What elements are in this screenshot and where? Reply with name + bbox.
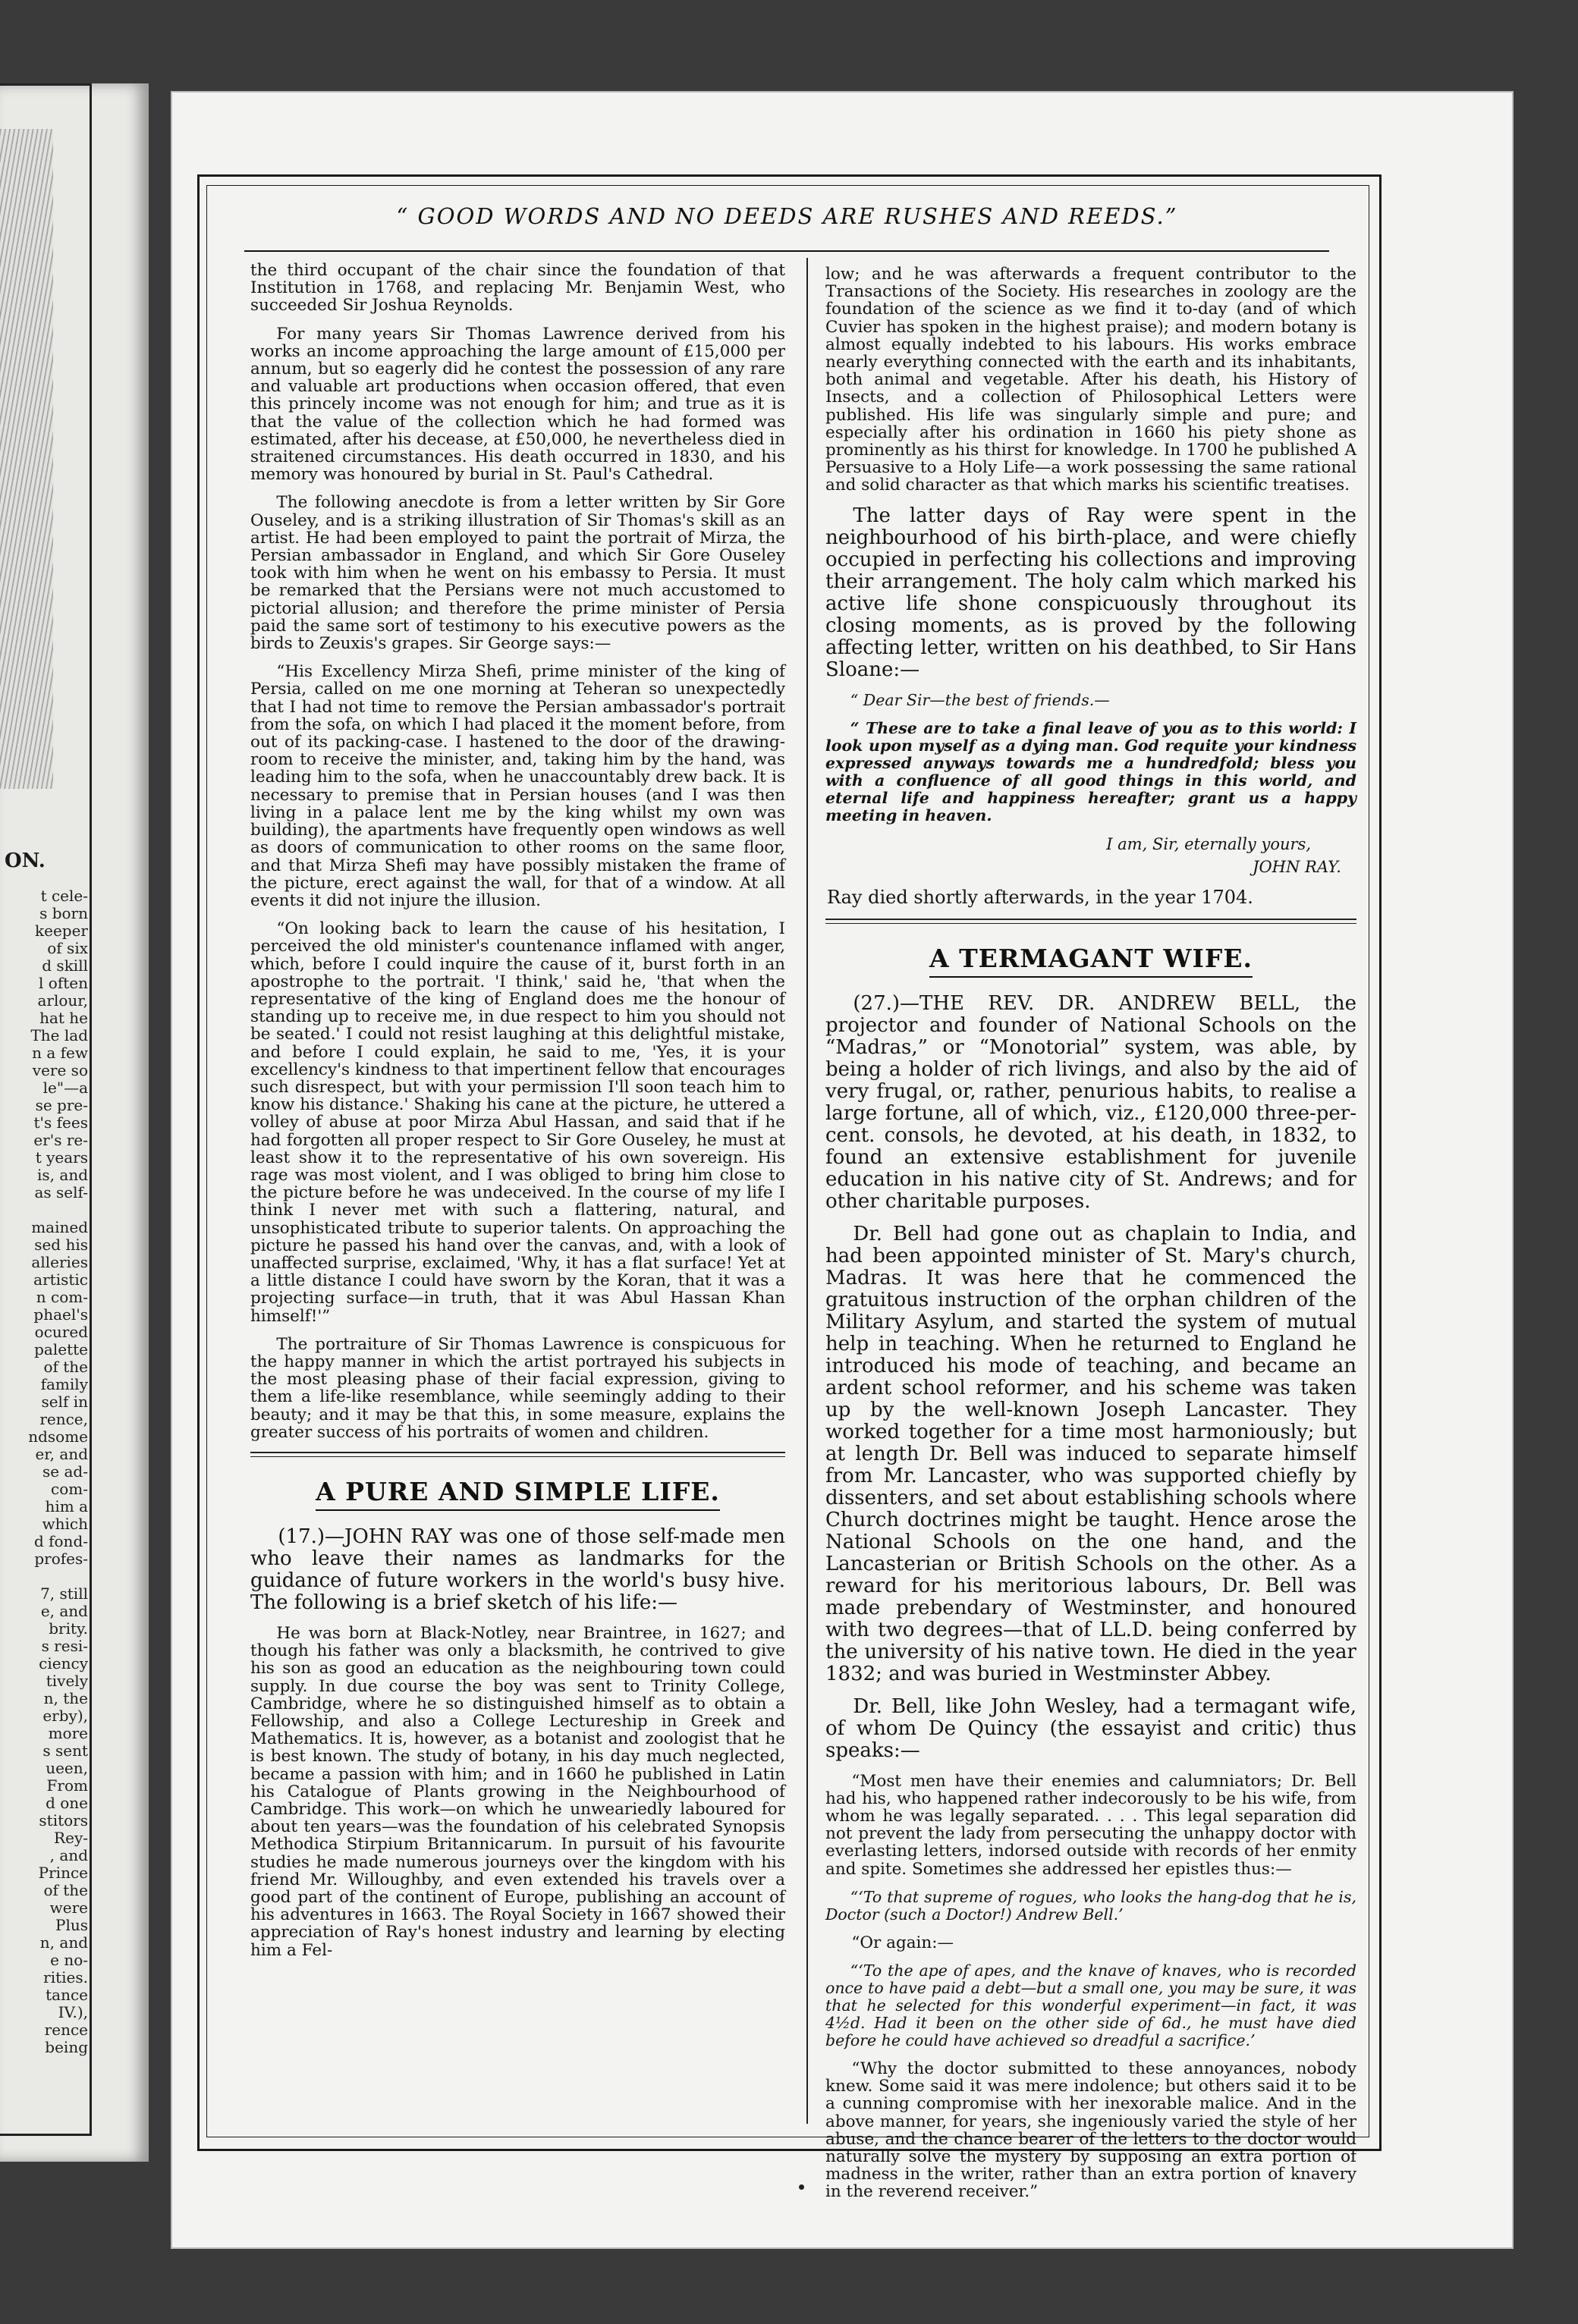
adjacent-page-heading: ON. <box>5 850 46 872</box>
letter-address-1: “‘To that supreme of rogues, who looks the hang-dog that he is, Doctor (such a Doctor!) Andrew Bell.’ <box>825 1887 1356 1924</box>
column-divider <box>806 258 808 2124</box>
ray-biography: He was born at Black-Notley, near Braintree, in 1627; and though his father was only a blacksmith, he contrived to give his son as good an education as the neighbouring town could supply. In due course the boy was sent to Trinity College, Cambridge, where he so distinguished himself as to obtain a Fellowship, and also a College Lectureship in Greek and Mathematics. It is, however, as a botanist and zoologist that he is best known. The study of botany, in his day much neglected, became a passion with him; and in 1660 he published in Latin his Catalogue of Plants growing in the Neighbourhood of Cambridge. This work—on which he unweariedly laboured for about ten years—was the foundation of his celebrated Synopsis Methodica Stirpium Britannicarum. In pursuit of his favourite studies he made numerous journeys over the kingdom with his friend Mr. Willoughby, and even extended his travels over a good part of the continent of Europe, publishing an account of his adventures in 1663. The Royal Society in 1667 showed their appreciation of Ray's honest industry and learning by electing him a Fel- <box>250 1624 785 1960</box>
letter-body: “ These are to take a final leave of you as to this world: I look upon myself as a dying man. God requite your kindness expressed anyways towards me a hundredfold; bless you with a confluence of all good things in this world, and eternal life and happiness hereafter; grant us a happy meeting in heaven. <box>825 718 1356 824</box>
lawrence-paragraph-3: The following anecdote is from a letter written by Sir Gore Ouseley, and is a striking illustration of Sir Thomas's skill as an artist. He had been employed to paint the portrait of Mirza, the Persian ambassador in England, and which Sir Gore Ouseley took with him when he went on his embassy to Persia. It must be remarked that the Persians were not much accustomed to pictorial allusion; and therefore the prime minister of Persia paid the same sort of testimony to his executive powers as the birds to Zeuxis's grapes. Sir George says:— <box>250 493 785 654</box>
page-dot <box>799 2184 804 2190</box>
ray-death: Ray died shortly afterwards, in the year 1704. <box>827 886 1253 908</box>
bell-paragraph-2: Dr. Bell had gone out as chaplain to India, and had been appointed minister of St. Mary's church, Madras. It was here that he commenced the gratuitous instruction of the orphan children of the Military Asylum, and started the system of mutual help in teaching. When he returned to England he introduced his mode of teaching, and became an ardent school reformer, and his scheme was taken up by the well-known Joseph Lancaster. They worked together for a time most harmoniously; but at length Dr. Bell was induced to separate himself from Mr. Lancaster, who was supported chiefly by dissenters, and set about establishing schools where Church doctrines might be taught. Hence arose the National Schools on the one hand, and the Lancasterian or British Schools on the other. As a reward for his meritorious labours, Dr. Bell was made prebendary of Westminster, and honoured with two degrees—that of LL.D. being conferred by the university of his native town. He died in the year 1832; and was buried in Westminster Abbey. <box>825 1222 1356 1685</box>
right-column <box>825 265 1356 2212</box>
section-title-text: A PURE AND SIMPLE LIFE. <box>316 1477 720 1511</box>
section-title-pure-simple-life <box>250 1477 785 1511</box>
left-column <box>250 262 785 1970</box>
or-again: “Or again:— <box>851 1933 954 1952</box>
de-quincy-quote: “Most men have their enemies and calumniators; Dr. Bell had his, who happened rather indecorously to be his wife, from whom he was legally separated. . . . This legal separation did not prevent the lady from persecuting the unhappy doctor with everlasting letters, indorsed outside with records of her enmity and spite. Sometimes she addressed her epistles thus:— <box>825 1771 1356 1879</box>
letter-closing: I am, Sir, eternally yours, <box>1106 834 1311 853</box>
motto-rule <box>244 250 1329 252</box>
letter-signature: JOHN RAY. <box>1253 857 1341 876</box>
ray-paragraph-1: low; and he was afterwards a frequent contributor to the Transactions of the Society. His researches in zoology are the foundation of the science as we find it to-day (and of which Cuvier has spoken in the highest praise); and modern botany is almost equally indebted to his labours. His works embrace nearly everything connected with the earth and its inhabitants, both animal and vegetable. After his death, his History of Insects, and a collection of Philosophical Letters were published. His life was singularly simple and pure; and especially after his ordination in 1660 his piety shone as prominently as his thirst for knowledge. In 1700 he published A Persuasive to a Holy Life—a work possessing the same rational and solid character as that which marks his scientific treatises. <box>825 265 1356 495</box>
section-rule-2 <box>825 919 1356 924</box>
letter-address-2: “‘To the ape of apes, and the knave of knaves, who is recorded once to have paid a debt—but a small one, you may be sure, it was that he selected for this wonderful experiment—in fact, it was 4½d. Had it been on the other side of 6d., he must have died before he could have achieved so dreadful a sacrifice.’ <box>825 1961 1356 2050</box>
bell-paragraph-1: (27.)—THE REV. DR. ANDREW BELL, the projector and founder of National Schools on the “Madras,” or “Monotorial” system, was able, by being a holder of rich livings, and also by the aid of very frugal, or, rather, penurious habits, to realise a large fortune, all of which, viz., £120,000 three-per-cent. consols, he devoted, at his death, in 1832, to found an extensive establishment for juvenile education in his native city of St. Andrews; and for other charitable purposes. <box>825 991 1356 1213</box>
ouseley-quote-2: “On looking back to learn the cause of his hesitation, I perceived the old minister's countenance inflamed with anger, which, before I could inquire the cause of it, burst forth in an apostrophe to the portrait. 'I think,' said he, 'that when the representative of the king of England does me the honour of standing up to receive me, in due respect to him you should not be seated.' I could not resist laughing at this delightful mistake, and before I could explain, he said to me, 'Yes, it is your excellency's kindness to that impertinent fellow that encourages such disrespect, but with your permission I'll soon teach him to know his distance.' Shaking his cane at the picture, he uttered a volley of abuse at poor Mirza Abul Hassan, and said that if he had forgotten all proper respect to Sir Gore Ouseley, he must at least show it to the representative of his own sovereign. His rage was most violent, and I was obliged to bring him close to the picture before he was undeceived. In the course of my life I think I never met with such a flattering, natural, and unsophisticated tribute to superior talents. On approaching the picture he passed his hand over the canvas, and, with a look of unaffected surprise, exclaimed, 'Why, it has a flat surface! Yet at a little distance I could have sworn by the Koran, that it was a projecting surface—in truth, that it was Abul Hassan Khan himself!'” <box>250 919 785 1326</box>
section-title-text-2: A TERMAGANT WIFE. <box>929 944 1253 978</box>
lawrence-paragraph-1: the third occupant of the chair since the foundation of that Institution in 1768, and replacing Mr. Benjamin West, who succeeded Sir Joshua Reynolds. <box>250 261 785 316</box>
page-motto: “ GOOD WORDS AND NO DEEDS ARE RUSHES AND REEDS.” <box>396 203 1178 229</box>
lawrence-paragraph-2: For many years Sir Thomas Lawrence derived from his works an income approaching the large amount of £15,000 per annum, but so eagerly did he contest the possession of any rare and valuable art productions when occasion offered, that even this princely income was not enough for him; and true as it is that the value of the collection which he had formed was estimated, after his decease, at £50,000, he nevertheless died in straitened circumstances. His death occurred in 1830, and his memory was honoured by burial in St. Paul's Cathedral. <box>250 324 785 485</box>
de-quincy-conclusion: “Why the doctor submitted to these annoyances, nobody knew. Some said it was mere indolence; but others said it to be a cunning compromise with her inexorable malice. And in the above manner, for years, she ingeniously varied the style of her abuse, and the chance bearer of the letters to the doctor would naturally solve the mystery by supposing an extra portion of madness in the writer, rather than an extra portion of knavery in the reverend receiver.” <box>825 2059 1356 2202</box>
lawrence-paragraph-4: The portraiture of Sir Thomas Lawrence is conspicuous for the happy manner in which the artist portrayed his subjects in the most pleasing phase of their facial expression, giving to them a life-like resemblance, while seemingly adding to their beauty; and it may be that this, in some measure, explains the greater success of his portraits of women and children. <box>250 1334 785 1442</box>
bell-paragraph-3: Dr. Bell, like John Wesley, had a termagant wife, of whom De Quincy (the essayist and critic) thus speaks:— <box>825 1694 1356 1762</box>
adjacent-page-engraving <box>0 129 53 789</box>
section-title-termagant-wife <box>825 944 1356 978</box>
letter-salutation: “ Dear Sir—the best of friends.— <box>850 690 1110 709</box>
ray-intro: (17.)—JOHN RAY was one of those self-made men who leave their names as landmarks for the guidance of future workers in the world's busy hive. The following is a brief sketch of his life:— <box>250 1525 785 1614</box>
ray-paragraph-2: The latter days of Ray were spent in the neighbourhood of his birth-place, and were chiefly occupied in perfecting his collections and improving their arrangement. The holy calm which marked his active life shone conspicuously throughout its closing moments, as is proved by the following affecting letter, written on his deathbed, to Sir Hans Sloane:— <box>825 504 1356 681</box>
ouseley-quote-1: “His Excellency Mirza Shefi, prime minister of the king of Persia, called on me one morning at Teheran so unexpectedly that I had not time to remove the Persian ambassador's portrait from the sofa, on which I had placed it the moment before, from out of its packing-case. I hastened to the door of the drawing-room to receive the minister, and, taking him by the hand, was leading him to the sofa, when he unaccountably drew back. It is necessary to premise that in Persian houses (and I was then living in a palace lent me by the king whilst my own was building), the apartments have frequently open windows as well as doors of communication to other rooms on the same floor, and that Mirza Shefi may have possibly mistaken the frame of the picture, erect against the wall, for that of a window. At all events it did not injure the illusion. <box>250 662 785 910</box>
adjacent-page-text: t cele- s born keeper of six d skill l often arlour, hat he The lad n a few vere so le"—a se pre- t's fees er's re- t years is, and as self- mained sed his alleries artistic n com- phael's ocured palette of the family self in rence, ndsome er, and se ad- com- him a which d fond- profes- 7, still e, and brity. s resi- ciency tively n, the erby), more s sent ueen, From d one stitors Rey- , and Prince of the were Plus n, and e no- rities. tance IV.), rence being <box>28 887 88 2056</box>
section-rule <box>250 1452 785 1457</box>
